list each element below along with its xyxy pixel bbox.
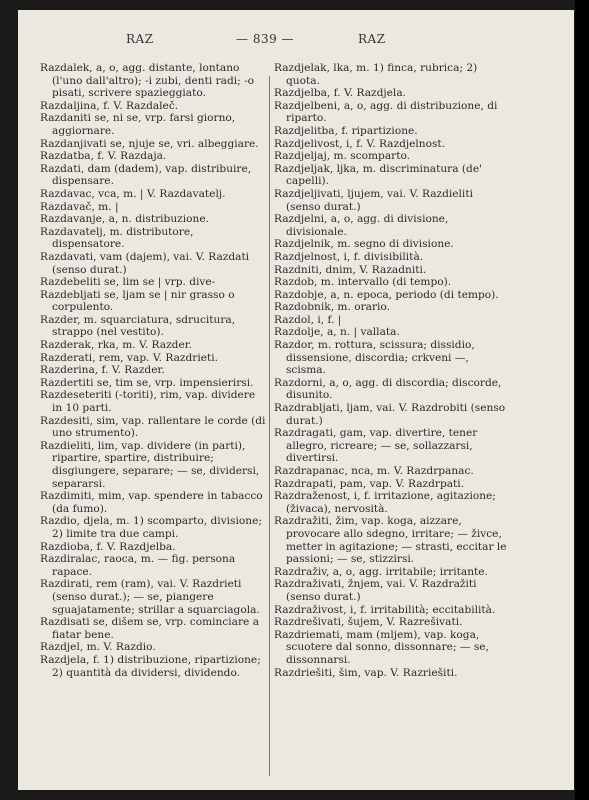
dictionary-entry: Razdavatelj, m. distributore, dispensatore. xyxy=(40,225,194,251)
dictionary-entry: Razdrabljati, ljam, vai. V. Razdrobiti (senso durat.) xyxy=(274,402,506,427)
dictionary-entry: Razdavač, m. | xyxy=(40,200,119,213)
dictionary-entry: Razder, m. squarciatura, sdrucitura, strappo (nel vestito). xyxy=(40,313,236,339)
dictionary-entry: Razdatba, f. V. Razdaja. xyxy=(40,150,167,163)
dictionary-entry: Razdjeljak, ljka, m. discriminatura (de' capelli). xyxy=(274,162,483,188)
dictionary-entry: Razdraženost, i, f. irritazione, agitazione; (živaca), nervosità. xyxy=(274,490,496,515)
dictionary-entry: Razdriešiti, šim, vap. V. Razriešiti. xyxy=(274,666,458,679)
dictionary-entry: Razdobnik, m. orario. xyxy=(274,301,390,314)
dictionary-entry: Razdjela, f. 1) distribuzione, ripartizione; 2) quantità da dividersi, dividendo. xyxy=(40,653,261,679)
dictionary-entry: Razdimiti, mim, vap. spendere in tabacco (da fumo). xyxy=(40,490,263,515)
dictionary-entry: Razdjelnik, m. segno di divisione. xyxy=(274,238,454,251)
dictionary-entry: Razdanjivati se, njuje se, vri. albeggiare. xyxy=(40,137,259,150)
dictionary-entry: Razdjelba, f. V. Razdjela. xyxy=(274,87,407,100)
dictionary-entry: Razdavati, vam (dajem), vai. V. Razdati (senso durat.) xyxy=(40,250,250,276)
scan-edge xyxy=(575,0,589,800)
dictionary-entry: Razdraživ, a, o, agg. irritabile; irritante. xyxy=(274,565,488,578)
dictionary-entry: Razderak, rka, m. V. Razder. xyxy=(40,339,192,352)
dictionary-page xyxy=(18,10,574,790)
left-column xyxy=(40,62,266,679)
dictionary-entry: Razdjelitba, f. ripartizione. xyxy=(274,124,418,137)
dictionary-entry: Razdjelni, a, o, agg. di divisione, divisionale. xyxy=(274,213,449,238)
dictionary-entry: Razdraživost, i, f. irritabilità; eccitabilità. xyxy=(274,603,496,616)
dictionary-entry: Razdjeljaj, m. scomparto. xyxy=(274,150,411,163)
dictionary-entry: Razdjel, m. V. Razdio. xyxy=(40,641,156,654)
header-right: RAZ xyxy=(358,32,386,46)
dictionary-entry: Razdjelak, lka, m. 1) finca, rubrica; 2) quota. xyxy=(274,62,478,87)
dictionary-entry: Razdol, i, f. | xyxy=(274,313,342,326)
dictionary-entry: Razdorni, a, o, agg. di discordia; discorde, disunito. xyxy=(274,376,502,402)
dictionary-entry: Razdaljina, f. V. Razdaleč. xyxy=(40,99,179,112)
dictionary-entry: Razdebeliti se, lim se | vrp. dive- xyxy=(40,276,216,289)
dictionary-entry: Razdirati, rem (ram), vai. V. Razdrieti (senso durat.); — se, piangere sguajatamente; strillar a squarciagola. xyxy=(40,578,260,616)
dictionary-entry: Razdalek, a, o, agg. distante, lontano (l'uno dall'altro); -i zubi, denti radi; -o pisati, scrivere spazieggiato. xyxy=(40,62,255,100)
dictionary-entry: Razdrapanac, nca, m. V. Razdrpanac. xyxy=(274,465,474,477)
dictionary-entry: Razdražiti, žim, vap. koga, aizzare, provocare allo sdegno, irritare; — živce, metter in agitazione; — strasti, eccitar le passioni; — se, stizzirsi. xyxy=(274,515,507,566)
dictionary-entry: Razdiralac, raoca, m. — fig. persona rapace. xyxy=(40,553,236,578)
dictionary-entry: Razdio, djela, m. 1) scomparto, divisione; 2) limite tra due campi. xyxy=(40,515,262,540)
dictionary-entry: Razdati, dam (dadem), vap. distribuire, dispensare. xyxy=(40,162,252,188)
dictionary-entry: Razdertiti se, tim se, vrp. impensierirsi. xyxy=(40,376,254,389)
dictionary-entry: Razdavanje, a, n. distribuzione. xyxy=(40,213,209,226)
dictionary-entry: Razdrapati, pam, vap. V. Razdrpati. xyxy=(274,477,465,490)
dictionary-entry: Razdaniti se, ni se, vrp. farsi giorno, aggiornare. xyxy=(40,112,236,137)
dictionary-entry: Razdor, m. rottura, scissura; dissidio, dissensione, discordia; crkveni —, scisma. xyxy=(274,339,475,377)
dictionary-entry: Razdisati se, dišem se, vrp. cominciare a fiatar bene. xyxy=(40,616,260,641)
dictionary-entry: Razdob, m. intervallo (di tempo). xyxy=(274,276,452,289)
dictionary-entry: Razdraživati, žnjem, vai. V. Razdražiti (senso durat.) xyxy=(274,578,477,603)
dictionary-entry: Razderina, f. V. Razder. xyxy=(40,364,165,377)
dictionary-entry: Razdeseteriti (-toriti), rim, vap. dividere in 10 parti. xyxy=(40,389,256,415)
dictionary-entry: Razdesiti, sim, vap. rallentare le corde (di uno strumento). xyxy=(40,414,266,440)
page-number: — 839 — xyxy=(236,32,295,46)
column-divider xyxy=(269,76,270,776)
dictionary-entry: Razdjeljivati, ljujem, vai. V. Razdieliti (senso durat.) xyxy=(274,187,473,213)
dictionary-entry: Razdavac, vca, m. | V. Razdavatelj. xyxy=(40,187,226,200)
dictionary-entry: Razdniti, dnim, V. Razadniti. xyxy=(274,263,427,276)
dictionary-entry: Razdjelivost, i, f. V. Razdjelnost. xyxy=(274,137,446,150)
dictionary-entry: Razdragati, gam, vap. divertire, tener allegro, ricreare; — se, sollazzarsi, divertirsi. xyxy=(274,427,478,465)
dictionary-entry: Razdriemati, mam (mljem), vap. koga, scuotere dal sonno, dissonnare; — se, dissonnarsi. xyxy=(274,628,489,666)
dictionary-entry: Razdjelbeni, a, o, agg. di distribuzione, di riparto. xyxy=(274,99,498,125)
header-left: RAZ xyxy=(126,32,154,46)
dictionary-entry: Razderati, rem, vap. V. Razdrieti. xyxy=(40,351,219,364)
dictionary-entry: Razdobje, a, n. epoca, periodo (di tempo). xyxy=(274,288,499,301)
dictionary-entry: Razdjelnost, i, f. divisibilità. xyxy=(274,250,424,263)
dictionary-entry: Razdolje, a, n. | vallata. xyxy=(274,326,400,339)
dictionary-entry: Razdrešivati, šujem, V. Razrešivati. xyxy=(274,616,463,629)
dictionary-entry: Razdioba, f. V. Razdjelba. xyxy=(40,540,176,553)
right-column xyxy=(274,62,510,679)
dictionary-entry: Razdebljati se, ljam se | nir grasso o corpulento. xyxy=(40,288,235,314)
dictionary-entry: Razdieliti, lim, vap. dividere (in parti), ripartire, spartire, distribuire; disgiungere, separare; — se, dividersi, separarsi. xyxy=(40,439,260,490)
